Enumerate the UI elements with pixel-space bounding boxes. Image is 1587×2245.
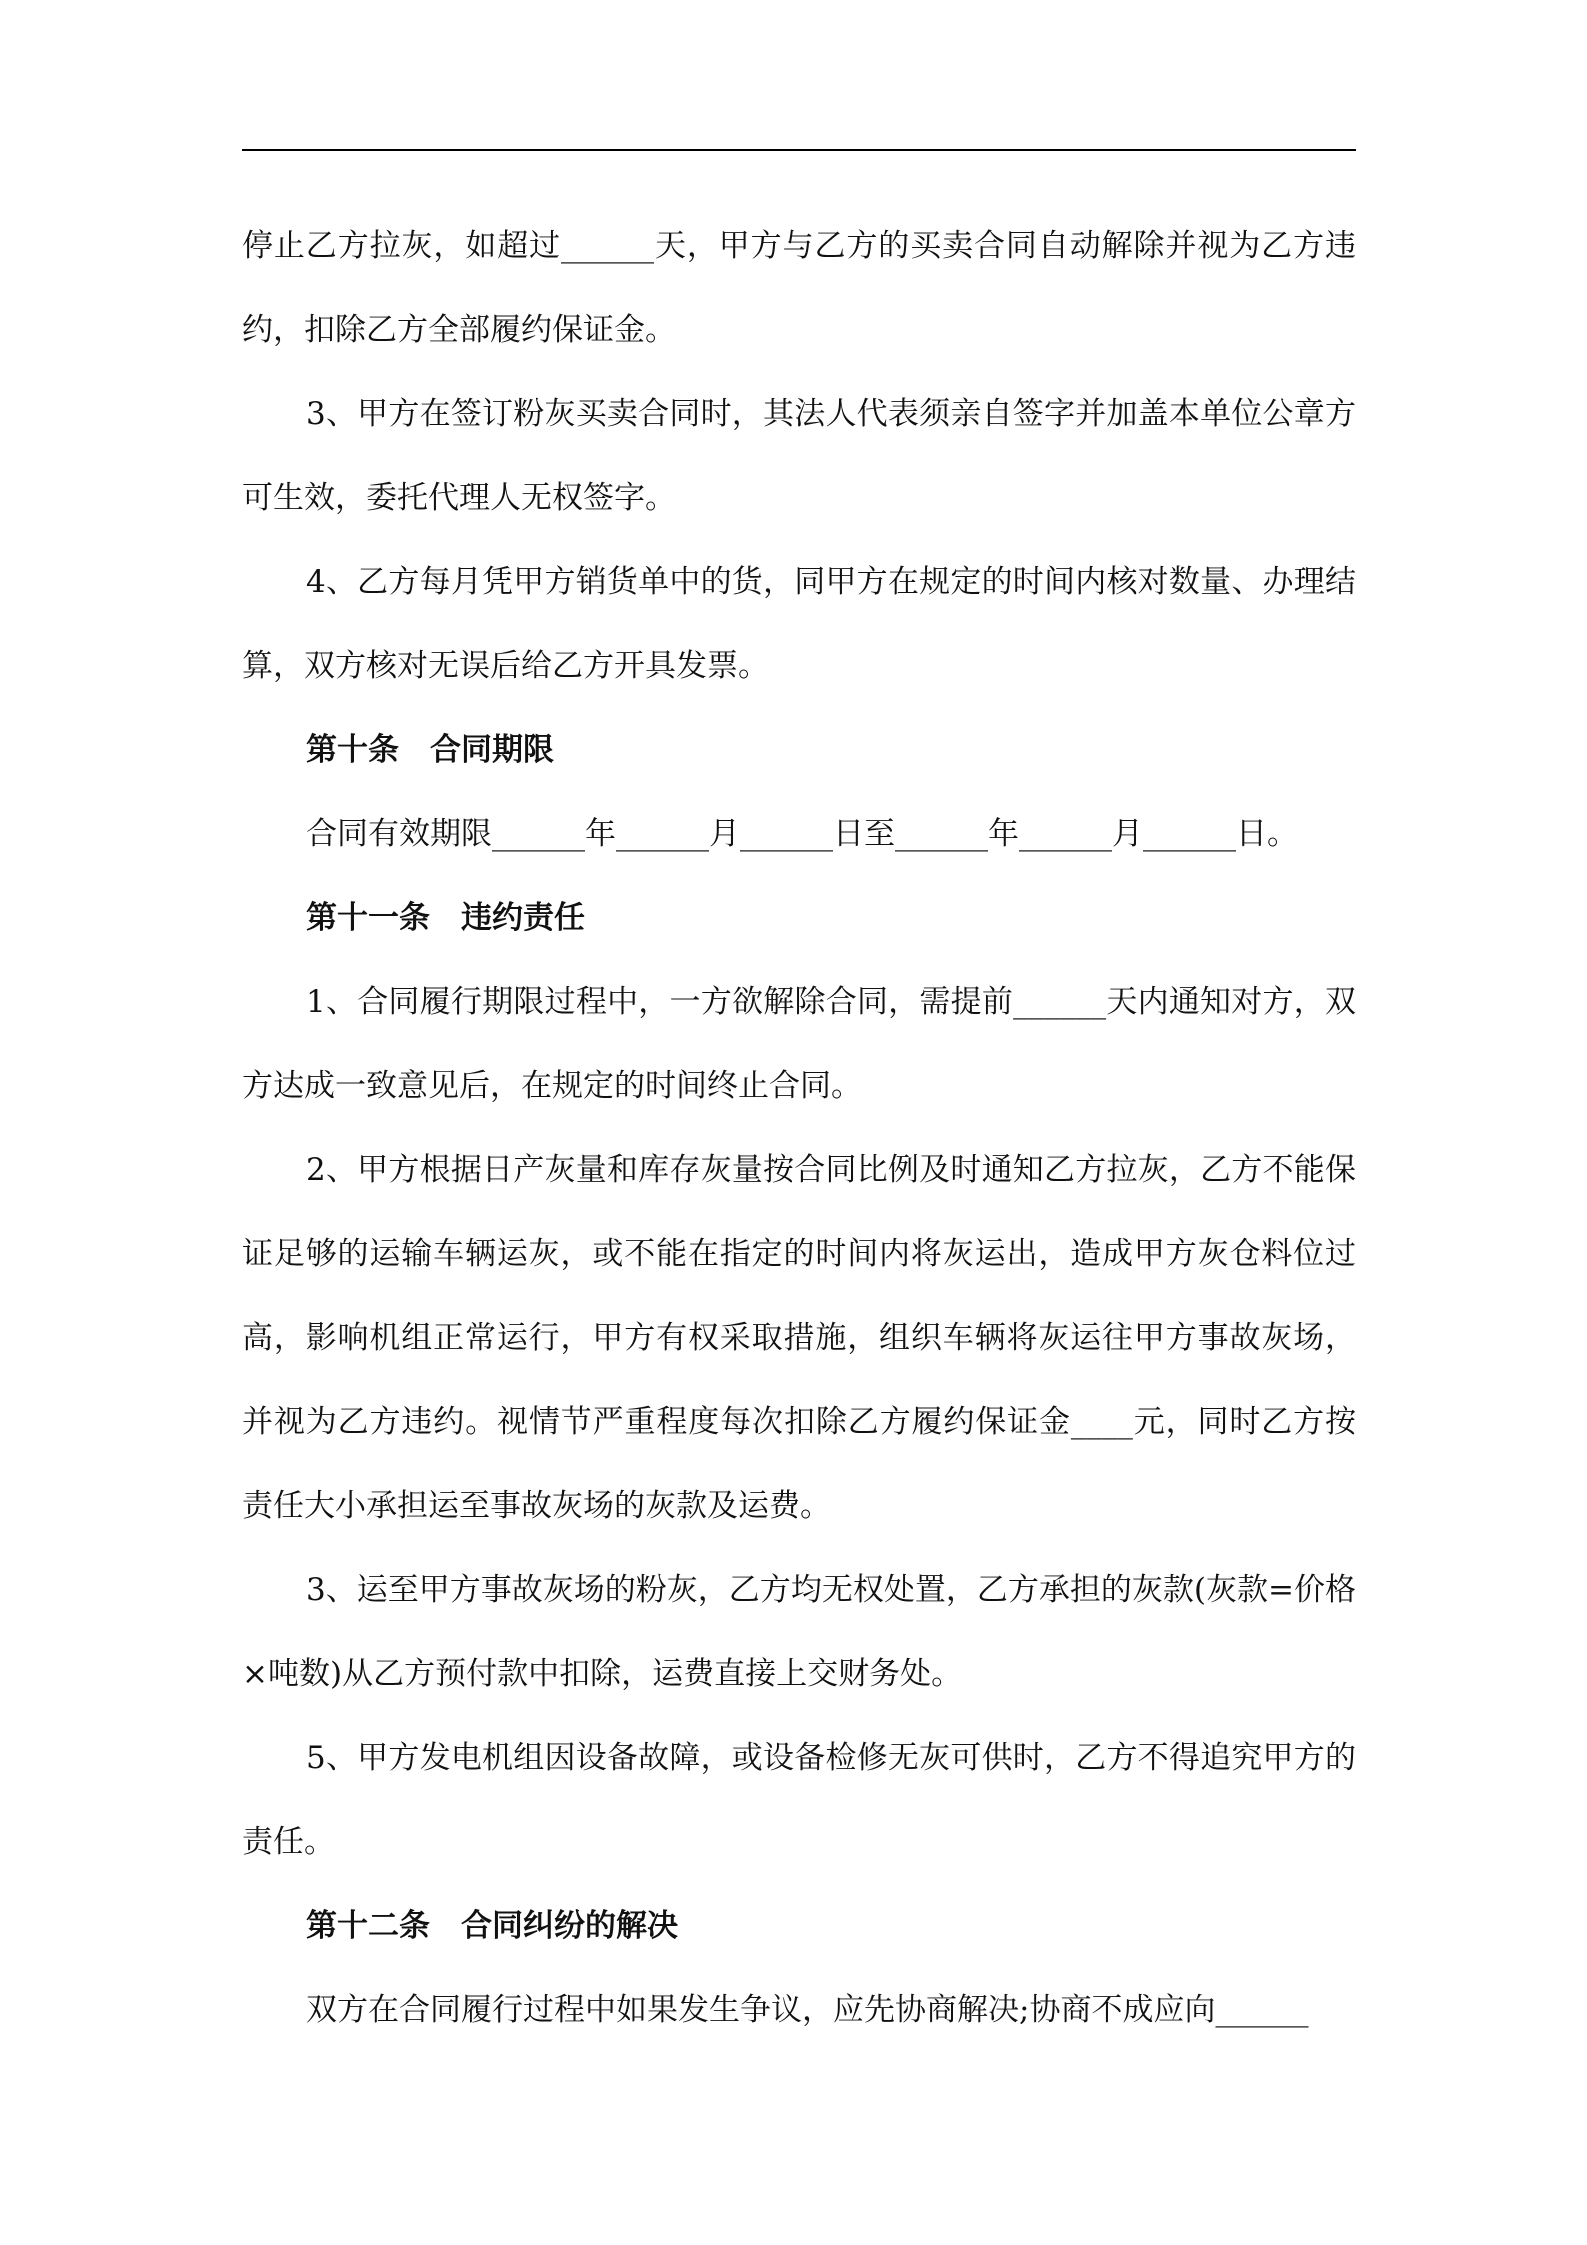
- paragraph-continuation: 停止乙方拉灰，如超过______天，甲方与乙方的买卖合同自动解除并视为乙方违约，扣除乙方全部履约保证金。: [242, 228, 1356, 348]
- header-rule: [242, 149, 1356, 151]
- clause-1-termination: 1、合同履行期限过程中，一方欲解除合同，需提前______天内通知对方，双方达成一致意见后，在规定的时间终止合同。: [242, 984, 1356, 1104]
- clause-3-accident-ash: 3、运至甲方事故灰场的粉灰，乙方均无权处置，乙方承担的灰款(灰款=价格×吨数)从乙方预付款中扣除，运费直接上交财务处。: [242, 1572, 1356, 1692]
- clause-5-equipment-failure: 5、甲方发电机组因设备故障，或设备检修无灰可供时，乙方不得追究甲方的责任。: [242, 1740, 1356, 1860]
- clause-2-ash-removal: 2、甲方根据日产灰量和库存灰量按合同比例及时通知乙方拉灰，乙方不能保证足够的运输车辆运灰，或不能在指定的时间内将灰运出，造成甲方灰仓料位过高，影响机组正常运行，甲方有权采取措施，组织车辆将灰运往甲方事故灰场，并视为乙方违约。视情节严重程度每次扣除乙方履约保证金____元，同时乙方按责任大小承担运至事故灰场的灰款及运费。: [242, 1152, 1356, 1524]
- article-10-heading: 第十条 合同期限: [306, 732, 554, 768]
- article-12-heading: 第十二条 合同纠纷的解决: [306, 1908, 678, 1944]
- contract-term-line: 合同有效期限______年______月______日至______年______月______日。: [306, 816, 1298, 852]
- document-body: [242, 204, 1356, 2052]
- clause-3-signing: 3、甲方在签订粉灰买卖合同时，其法人代表须亲自签字并加盖本单位公章方可生效，委托代理人无权签字。: [242, 396, 1356, 516]
- clause-4-settlement: 4、乙方每月凭甲方销货单中的货，同甲方在规定的时间内核对数量、办理结算，双方核对无误后给乙方开具发票。: [242, 564, 1356, 684]
- article-11-heading: 第十一条 违约责任: [306, 900, 585, 936]
- dispute-resolution-line: 双方在合同履行过程中如果发生争议，应先协商解决;协商不成应向______: [306, 1992, 1309, 2028]
